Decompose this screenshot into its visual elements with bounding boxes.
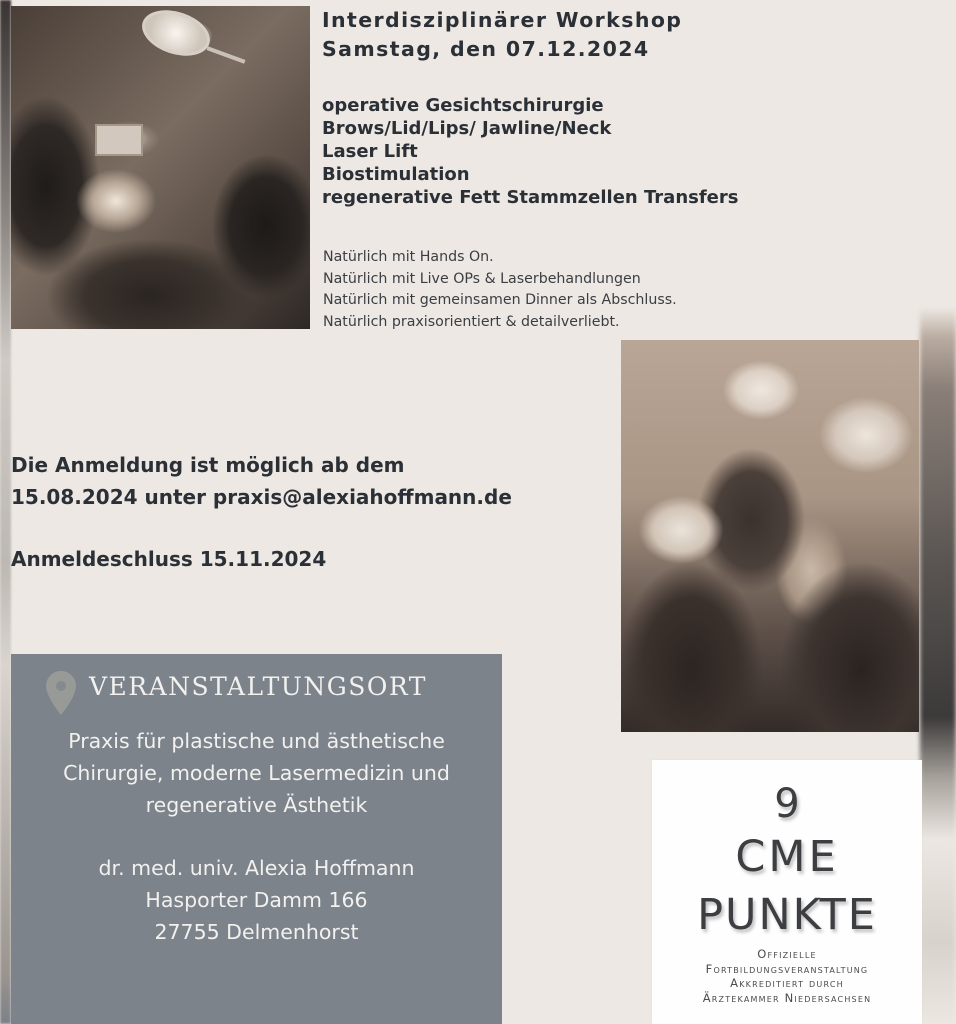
venue-street: Hasporter Damm 166: [145, 888, 368, 912]
map-pin-icon: [45, 670, 77, 716]
venue-description-line: regenerative Ästhetik: [145, 793, 368, 817]
venue-title: VERANSTALTUNGSORT: [89, 672, 427, 701]
cme-points-label: PUNKTE: [697, 890, 877, 940]
feature-item: Natürlich praxisorientiert & detailverliebt.: [323, 314, 620, 331]
topic-item: regenerative Fett Stammzellen Transfers: [322, 187, 739, 208]
feature-item: Natürlich mit gemeinsamen Dinner als Abschluss.: [323, 292, 677, 309]
topics-list: [322, 94, 738, 209]
venue-address: [11, 852, 502, 948]
topic-item: operative Gesichtschirurgie: [322, 95, 604, 116]
cme-points-value: 9: [774, 781, 800, 827]
registration-deadline: Anmeldeschluss 15.11.2024: [11, 547, 327, 571]
venue-city: 27755 Delmenhorst: [154, 920, 359, 944]
feature-item: Natürlich mit Hands On.: [323, 249, 494, 265]
workshop-date: Samstag, den 07.12.2024: [322, 37, 650, 61]
venue-box: [11, 654, 502, 1024]
workshop-title: Interdisziplinärer Workshop: [322, 8, 683, 32]
right-edge-blur: [920, 0, 956, 1024]
surgeons-photo: [621, 340, 919, 732]
venue-description-line: Chirurgie, moderne Lasermedizin und: [63, 761, 450, 785]
venue-doctor-name: dr. med. univ. Alexia Hoffmann: [98, 856, 415, 880]
left-edge-blur: [0, 0, 11, 1024]
cme-accreditation: [652, 947, 922, 1005]
cme-fine-line: Ärztekammer Niedersachsen: [702, 990, 872, 1005]
registration-info: [11, 449, 512, 513]
cme-points-card: [652, 760, 922, 1024]
operating-room-photo: [11, 6, 310, 329]
topic-item: Brows/Lid/Lips/ Jawline/Neck: [322, 118, 612, 139]
monitor-shape: [95, 124, 143, 156]
venue-header: [11, 670, 502, 710]
cme-fine-line: Offizielle: [757, 947, 817, 961]
registration-line-2: 15.08.2024 unter praxis@alexiahoffmann.de: [11, 485, 512, 509]
venue-description: [11, 725, 502, 821]
topic-item: Biostimulation: [322, 164, 470, 185]
topic-item: Laser Lift: [322, 141, 418, 162]
surgical-lamp-icon: [136, 6, 216, 64]
cme-label: CME: [735, 832, 839, 882]
cme-fine-line: Akkreditiert durch: [730, 976, 844, 990]
feature-item: Natürlich mit Live OPs & Laserbehandlungen: [323, 270, 641, 287]
workshop-header: [322, 6, 682, 64]
lamp-arm: [207, 46, 246, 63]
registration-line-1: Die Anmeldung ist möglich ab dem: [11, 453, 405, 477]
venue-description-line: Praxis für plastische und ästhetische: [68, 729, 445, 753]
cme-fine-line: Fortbildungsveranstaltung: [705, 961, 869, 976]
features-list: [323, 247, 677, 334]
